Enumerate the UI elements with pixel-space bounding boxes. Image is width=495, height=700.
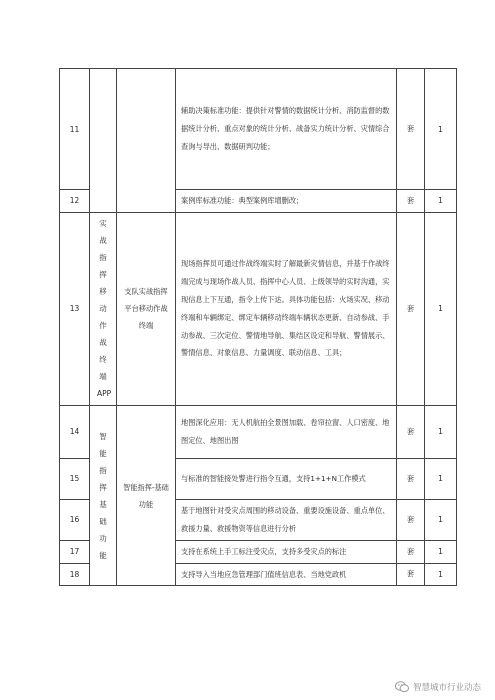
- module-name: 支队实战指挥平台移动作战终端: [117, 212, 176, 405]
- row-number: 15: [60, 458, 90, 499]
- row-unit: 套: [397, 405, 425, 458]
- row-number: 12: [60, 190, 90, 213]
- row-quantity: 1: [425, 405, 457, 458]
- row-description: 辅助决策标准功能：提供针对警情的数据统计分析、消防监督的数据统计分析、重点对象的统计分析、战备实力统计分析、灾情综合查询与导出、数据研判功能；: [176, 69, 397, 190]
- row-description: 案例库标准功能：典型案例库增删改；: [176, 190, 397, 213]
- row-quantity: 1: [425, 190, 457, 213]
- row-unit: 套: [397, 69, 425, 190]
- module-name: 智能指挥-基础功能: [117, 405, 176, 586]
- row-description: 支持导入当地应急管理部门值班信息表、当地党政机: [176, 563, 397, 586]
- row-number: 11: [60, 69, 90, 190]
- spec-table: [59, 68, 457, 586]
- row-unit: 套: [397, 190, 425, 213]
- table-row: [60, 212, 457, 405]
- row-unit: 套: [397, 540, 425, 563]
- system-name: 实战指挥移动作战终端APP: [90, 212, 117, 405]
- system-name: 智能指挥基础功能: [90, 405, 117, 586]
- module-cell-empty: [117, 69, 176, 213]
- row-number: 18: [60, 563, 90, 586]
- row-description: 现场指挥员可通过作战终端实时了解最新灾情信息，并基于作战终端完成与现场作战人员、指挥中心人员、上级领导的实时沟通，实现信息上下互通，指令上传下达。具体功能包括：火场实况、移动终端和车辆绑定、绑定车辆移动终端车辆状态更新、自动参战、手动参战、三次定位、警情地导航、集结区设定和导航、警情展示、警情信息、对象信息、力量调度、联动信息、工具；: [176, 212, 397, 405]
- row-unit: 套: [397, 212, 425, 405]
- row-description: 地图深化应用：无人机航拍全景图加载、卷帘拉窗、人口密度、地图定位、地图出图: [176, 405, 397, 458]
- wechat-icon: [395, 681, 409, 693]
- row-number: 13: [60, 212, 90, 405]
- row-quantity: 1: [425, 540, 457, 563]
- watermark: [395, 679, 481, 695]
- system-cell-empty: [90, 69, 117, 213]
- row-number: 14: [60, 405, 90, 458]
- row-description: 与标准的智能接处警进行指令互通，支持1+1+N工作模式: [176, 458, 397, 499]
- row-unit: 套: [397, 499, 425, 540]
- table-row: [60, 405, 457, 458]
- row-description: 基于地图针对受灾点周围的移动设备、重要设施设备、重点单位、救援力量、救援物资等信息进行分析: [176, 499, 397, 540]
- table-row: [60, 69, 457, 190]
- row-number: 17: [60, 540, 90, 563]
- row-quantity: 1: [425, 212, 457, 405]
- row-unit: 套: [397, 563, 425, 586]
- row-quantity: 1: [425, 563, 457, 586]
- row-unit: 套: [397, 458, 425, 499]
- watermark-text: 智慧城市行业动态: [412, 683, 481, 693]
- row-quantity: 1: [425, 69, 457, 190]
- row-quantity: 1: [425, 499, 457, 540]
- row-number: 16: [60, 499, 90, 540]
- row-description: 支持在系统上手工标注受灾点，支持多受灾点的标注: [176, 540, 397, 563]
- row-quantity: 1: [425, 458, 457, 499]
